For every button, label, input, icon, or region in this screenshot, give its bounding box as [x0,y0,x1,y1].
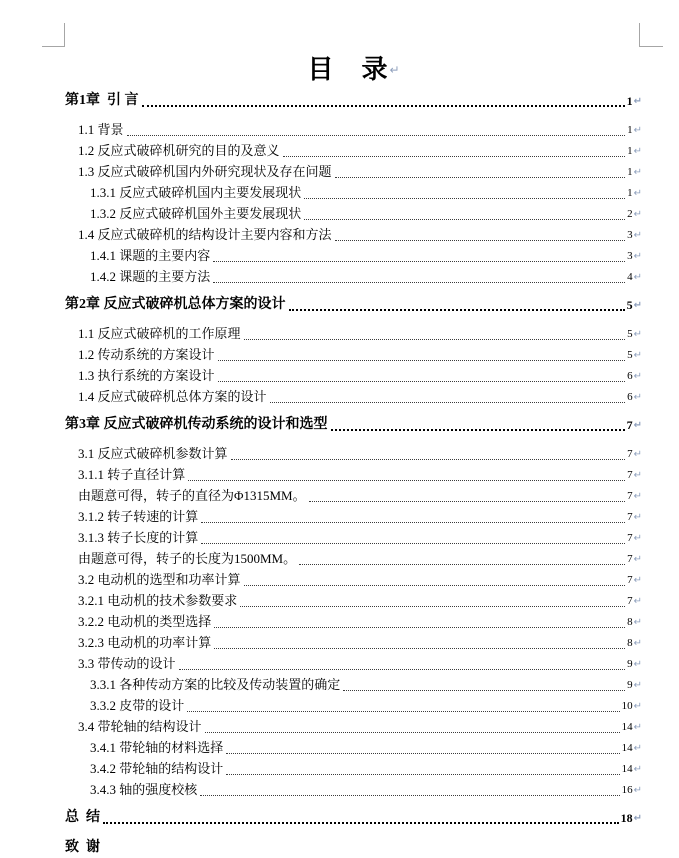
paragraph-mark-icon: ↵ [633,96,642,107]
toc-row[interactable] [65,89,642,111]
toc-entry-title[interactable]: 1.4.2 课题的主要方法 [90,269,211,284]
toc-entry-title[interactable]: 3.1.2 转子转速的计算 [78,509,199,524]
toc-page-number[interactable]: 9 [627,679,633,691]
toc-row[interactable] [65,590,642,611]
toc-page-number[interactable]: 1 [627,124,633,136]
dot-leader [205,732,620,733]
toc-page-number[interactable]: 7 [627,532,633,544]
dot-leader [214,648,625,649]
toc-page-number[interactable]: 8 [627,637,633,649]
toc-entry-title[interactable]: 1.4 反应式破碎机总体方案的设计 [78,389,267,404]
paragraph-mark-icon: ↵ [633,596,642,607]
toc-page-number[interactable]: 14 [621,763,633,775]
toc-row[interactable] [65,386,642,407]
toc-entry-title[interactable]: 总 结 [65,810,100,825]
toc-row[interactable] [65,653,642,674]
toc-row[interactable] [65,413,642,435]
paragraph-mark-icon: ↵ [633,743,642,754]
dot-leader [270,402,626,403]
toc-page-number[interactable]: 6 [627,370,633,382]
dot-leader [299,564,625,565]
toc-page-number[interactable]: 6 [627,391,633,403]
dot-leader [218,360,626,361]
toc-row[interactable] [65,548,642,569]
toc-page-number[interactable]: 5 [627,349,633,361]
paragraph-mark-icon: ↵ [633,491,642,502]
toc-row[interactable] [65,443,642,464]
dot-leader [201,522,625,523]
toc-page-number[interactable]: 3 [627,250,633,262]
toc-entry-title[interactable]: 第1章 引 言 [65,93,139,108]
toc-entry-title[interactable]: 1.3 执行系统的方案设计 [78,368,215,383]
toc-row[interactable] [65,224,642,245]
paragraph-mark-icon: ↵ [633,680,642,691]
toc-row[interactable] [65,182,642,203]
dot-leader [231,459,626,460]
toc-page-number[interactable]: 1 [627,166,633,178]
toc-row[interactable] [65,245,642,266]
paragraph-mark-icon: ↵ [389,63,400,77]
toc-row[interactable] [65,464,642,485]
paragraph-mark-icon: ↵ [633,449,642,460]
toc-row[interactable] [65,569,642,590]
toc-entry-title[interactable]: 3.2 电动机的选型和功率计算 [78,572,241,587]
dot-leader [142,105,625,107]
paragraph-mark-icon: ↵ [633,617,642,628]
toc-page-number[interactable]: 14 [621,721,633,733]
paragraph-mark-icon: ↵ [633,329,642,340]
toc-page-number[interactable]: 7 [627,448,633,460]
paragraph-mark-icon: ↵ [633,125,642,136]
toc-entry-title[interactable]: 1.3 反应式破碎机国内外研究现状及存在问题 [78,164,332,179]
paragraph-mark-icon: ↵ [633,764,642,775]
paragraph-mark-icon: ↵ [633,230,642,241]
toc-row[interactable] [65,632,642,653]
paragraph-mark-icon: ↵ [633,188,642,199]
paragraph-mark-icon: ↵ [633,638,642,649]
toc-row[interactable] [65,203,642,224]
paragraph-mark-icon: ↵ [633,533,642,544]
dot-leader [218,381,626,382]
dot-leader [335,177,626,178]
dot-leader [283,156,626,157]
toc-row[interactable] [65,806,642,828]
toc-page-number[interactable]: 7 [627,553,633,565]
toc-entry-title[interactable]: 1.1 反应式破碎机的工作原理 [78,326,241,341]
toc-entry-title[interactable]: 由题意可得，转子的长度为1500MM。 [78,551,297,566]
paragraph-mark-icon: ↵ [633,167,642,178]
toc-page-number[interactable]: 14 [621,742,633,754]
toc-page-number[interactable]: 7 [627,490,633,502]
toc-row[interactable] [65,695,642,716]
toc-row-partial[interactable] [65,836,642,858]
paragraph-mark-icon: ↵ [633,251,642,262]
dot-leader [214,627,625,628]
toc-entry-title[interactable]: 第2章 反应式破碎机总体方案的设计 [65,297,286,312]
toc-page-number[interactable]: 7 [626,418,633,432]
toc-page-number[interactable]: 7 [627,595,633,607]
toc-entry-title[interactable]: 1.4.1 课题的主要内容 [90,248,211,263]
dot-leader [213,261,625,262]
dot-leader [289,309,625,311]
toc-row[interactable] [65,527,642,548]
page-title-text: 目 录 [307,55,389,84]
dot-leader [200,795,619,796]
dot-leader [244,339,626,340]
paragraph-mark-icon: ↵ [633,300,642,311]
paragraph-mark-icon: ↵ [633,392,642,403]
toc-entry-title[interactable]: 3.2.1 电动机的技术参数要求 [78,593,238,608]
dot-leader [309,501,625,502]
toc-row[interactable] [65,611,642,632]
toc-row[interactable] [65,161,642,182]
toc-entry-title[interactable]: 3.4.2 带轮轴的结构设计 [90,761,224,776]
toc-page-number[interactable]: 8 [627,616,633,628]
paragraph-mark-icon: ↵ [633,470,642,481]
toc-entry-title[interactable]: 3.4 带轮轴的结构设计 [78,719,202,734]
toc-row[interactable] [65,344,642,365]
dot-leader [335,240,626,241]
toc-entry-title[interactable]: 3.1.3 转子长度的计算 [78,530,199,545]
toc-entry-title[interactable]: 3.4.3 轴的强度校核 [90,782,198,797]
toc-row[interactable] [65,716,642,737]
dot-leader [226,774,619,775]
paragraph-mark-icon: ↵ [633,209,642,220]
toc-entry-title[interactable]: 1.1 背景 [78,122,124,137]
toc-row[interactable] [65,119,642,140]
toc-page-number[interactable]: 3 [627,229,633,241]
toc-entry-title[interactable]: 3.3.1 各种传动方案的比较及传动装置的确定 [90,677,341,692]
paragraph-mark-icon: ↵ [633,701,642,712]
toc-row[interactable] [65,758,642,779]
toc-page-number[interactable]: 7 [627,511,633,523]
paragraph-mark-icon: ↵ [633,272,642,283]
toc-entry-title[interactable]: 1.3.2 反应式破碎机国外主要发展现状 [90,206,302,221]
dot-leader [331,429,625,431]
toc-row[interactable] [65,779,642,800]
toc-page-number[interactable]: 4 [627,271,633,283]
toc-row[interactable] [65,506,642,527]
dot-leader [188,480,625,481]
toc-page-number[interactable]: 9 [627,658,633,670]
toc-entry-title[interactable]: 3.3 带传动的设计 [78,656,176,671]
dot-leader [244,585,626,586]
toc-entry-title[interactable]: 1.4 反应式破碎机的结构设计主要内容和方法 [78,227,332,242]
dot-leader [240,606,625,607]
toc-page-number[interactable]: 1 [627,145,633,157]
paragraph-mark-icon: ↵ [633,371,642,382]
dot-leader [213,282,625,283]
toc-entry-title[interactable]: 1.3.1 反应式破碎机国内主要发展现状 [90,185,302,200]
toc-entry-title[interactable]: 3.2.2 电动机的类型选择 [78,614,212,629]
toc-page-number[interactable]: 10 [621,700,633,712]
toc-row[interactable] [65,293,642,315]
toc-entry-title[interactable]: 第3章 反应式破碎机传动系统的设计和选型 [65,417,328,432]
toc-page-number[interactable]: 7 [627,574,633,586]
toc-page-number[interactable]: 16 [621,784,633,796]
toc-page-number[interactable]: 18 [620,811,633,825]
text-boundary-mark-top-right [639,23,663,47]
page-title [65,49,642,83]
dot-leader [187,711,619,712]
dot-leader [343,690,625,691]
dot-leader [226,753,619,754]
paragraph-mark-icon: ↵ [633,575,642,586]
paragraph-mark-icon: ↵ [633,420,642,431]
paragraph-mark-icon: ↵ [633,722,642,733]
toc-row[interactable] [65,266,642,287]
paragraph-mark-icon: ↵ [633,785,642,796]
toc-row[interactable] [65,674,642,695]
toc-entry-title[interactable]: 3.3.2 皮带的设计 [90,698,185,713]
dot-leader [179,669,626,670]
toc-page-number[interactable]: 2 [627,208,633,220]
toc-list [65,89,642,828]
dot-leader [103,822,619,824]
paragraph-mark-icon: ↵ [633,512,642,523]
toc-entry-title[interactable]: 1.2 传动系统的方案设计 [78,347,215,362]
toc-page-number[interactable]: 1 [627,187,633,199]
toc-row[interactable] [65,140,642,161]
paragraph-mark-icon: ↵ [633,554,642,565]
toc-page-number[interactable]: 7 [627,469,633,481]
paragraph-mark-icon: ↵ [633,350,642,361]
dot-leader [304,219,625,220]
toc-entry-title[interactable]: 3.1.1 转子直径计算 [78,467,186,482]
toc-page-number[interactable]: 1 [626,94,633,108]
toc-row[interactable] [65,323,642,344]
toc-entry-title[interactable]: 由题意可得，转子的直径为Φ1315MM。 [78,488,306,503]
toc-entry-title[interactable]: 3.4.1 带轮轴的材料选择 [90,740,224,755]
paragraph-mark-icon: ↵ [633,146,642,157]
toc-entry-title[interactable]: 致 谢 [65,840,100,855]
dot-leader [127,135,626,136]
toc-row[interactable] [65,485,642,506]
toc-page-number[interactable]: 5 [627,328,633,340]
paragraph-mark-icon: ↵ [633,659,642,670]
toc-row[interactable] [65,365,642,386]
toc-entry-title[interactable]: 3.2.3 电动机的功率计算 [78,635,212,650]
toc-page-number[interactable]: 5 [626,298,633,312]
toc-row[interactable] [65,737,642,758]
toc-entry-title[interactable]: 1.2 反应式破碎机研究的目的及意义 [78,143,280,158]
paragraph-mark-icon: ↵ [633,813,642,824]
toc-content [65,47,642,858]
toc-entry-title[interactable]: 3.1 反应式破碎机参数计算 [78,446,228,461]
dot-leader [201,543,625,544]
dot-leader [304,198,625,199]
text-boundary-mark-top-left [42,23,65,47]
